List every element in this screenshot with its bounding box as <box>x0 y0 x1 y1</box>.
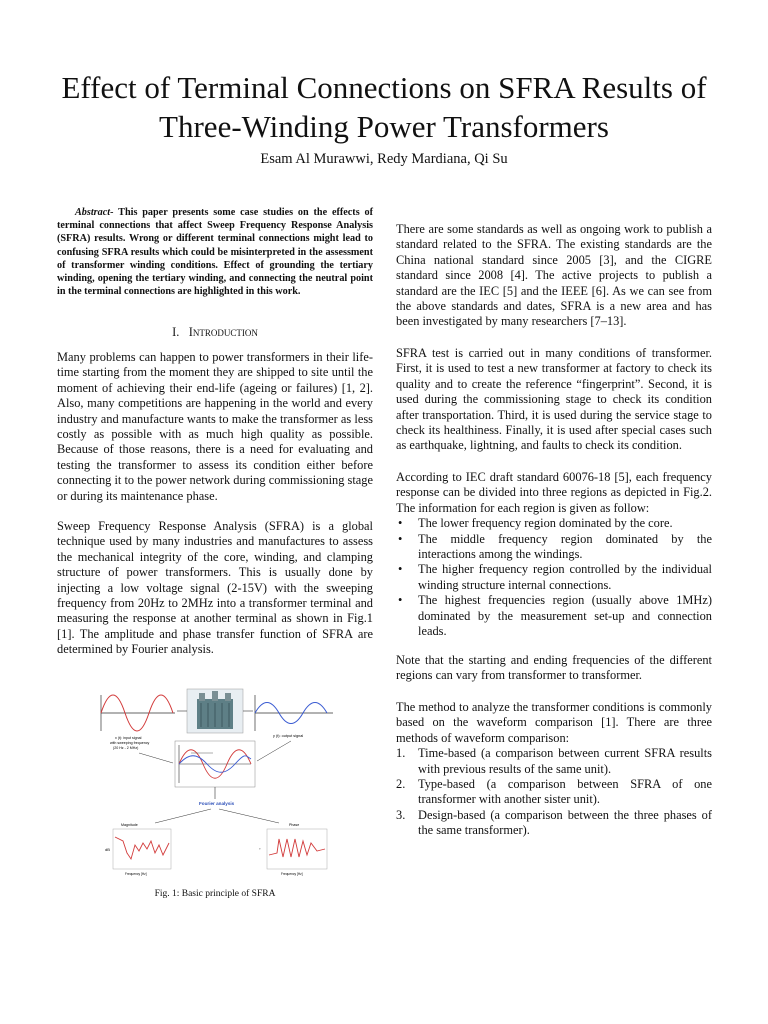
paragraph-text: Sweep Frequency Response Analysis (SFRA) is a global technique used by many industries and manufactures to assess the mechanical integrity of the core, winding, and clamping structure of power transformers. This is usually done by injecting a low voltage signal (2-15V) with the sweeping frequency from 20Hz to 2MHz into a transformer terminal and measuring the response at another terminal as shown in Fig.1 [1]. The amplitude and phase transfer function of SFRA are determined by Fourier analysis. <box>57 519 373 657</box>
paragraph-text: SFRA test is carried out in many conditions of transformer. First, it is used to test a new transformer at factory to check its quality and to create the reference “fingerprint”. Second, it is used during the commissioning stage to check its condition after transportation. Third, it is used during the service stage to check its healthiness. Finally, it is used after special cases such as earthquake, lightning, and faults to check its condition. <box>396 346 712 453</box>
combined-signal-plot <box>175 741 255 787</box>
output-signal-label: y (t): output signal <box>273 734 304 738</box>
methods-paragraph <box>396 700 712 839</box>
list-item <box>396 777 712 808</box>
paragraph-text: Note that the starting and ending frequencies of the different regions can vary from transformer to transformer. <box>396 653 712 683</box>
paragraph-text: According to IEC draft standard 60076-18 [5], each frequency response can be divided into three regions as depicted in Fig.2. The information for each region is given as follow: <box>396 470 712 515</box>
abstract <box>57 206 373 298</box>
sfra-principle-figure <box>95 683 340 878</box>
regions-paragraph <box>396 470 712 639</box>
paragraph-text: Many problems can happen to power transformers in their life-time starting from the moment they are shipped to site until the moment of achieving their end-life (ageing or failures) [1, 2]. Also, many competitions are happening in the world and every industry and manufacture wants to make the transformer as less costly as possible with as much high quality as possible. Because of those reasons, there is a need for evaluating and testing the transformer to assess its condition either before connecting it to the power network during commissioning stage or during its maintenance phase. <box>57 350 373 503</box>
magnitude-plot <box>105 823 171 876</box>
methods-list <box>396 746 712 838</box>
section-number: I. <box>172 325 180 339</box>
intro-paragraph-2 <box>57 519 373 658</box>
list-item <box>396 746 712 777</box>
list-text: Time-based (a comparison between current SFRA results with previous results of the same unit). <box>418 746 712 776</box>
input-signal-label: x (t): input signal <box>115 736 142 740</box>
list-item: • The lower frequency region dominated by the core. <box>396 516 712 531</box>
sfra-test-paragraph <box>396 346 712 454</box>
magnitude-axis-label: dB <box>105 847 110 852</box>
note-paragraph <box>396 653 712 684</box>
paragraph-text: There are some standards as well as ongoing work to publish a standard related to the SFRA. The existing standards are the China national standard since 2005 [3], and the CIGRE standard since 2008 [4]. The active projects to publish a standard are the IEC [5] and the IEEE [6]. As we can see from the above standards and dates, SFRA is a new area and has been investigated by many researchers [7–13]. <box>396 222 712 329</box>
list-text: Type-based (a comparison between SFRA of one transformer with another sister unit). <box>418 777 712 807</box>
abstract-label: Abstract- <box>75 207 114 218</box>
magnitude-x-label: Frequency [Hz] <box>125 872 147 876</box>
intro-paragraph-1 <box>57 350 373 504</box>
list-item: • The middle frequency region dominated by the interactions among the windings. <box>396 532 712 563</box>
phase-axis-label: ° <box>259 847 261 852</box>
input-range-label: (20 Hz - 2 MHz) <box>113 746 139 750</box>
paper-title <box>20 68 748 146</box>
phase-title: Phase <box>289 823 300 827</box>
phase-plot <box>259 823 327 876</box>
list-item: • The highest frequencies region (usually above 1MHz) dominated by the measurement set-up and connection leads. <box>396 593 712 639</box>
title-line-2: Three-Winding Power Transformers <box>159 109 609 144</box>
list-text: Design-based (a comparison between the three phases of the same transformer). <box>418 807 712 838</box>
standards-paragraph <box>396 222 712 330</box>
magnitude-title: Magnitude <box>121 823 138 827</box>
input-signal-plot <box>101 695 175 750</box>
section-heading-introduction <box>57 325 373 340</box>
phase-x-label: Frequency [Hz] <box>281 872 303 876</box>
list-item <box>396 808 712 839</box>
list-number: 1. <box>396 746 406 761</box>
abstract-text: This paper presents some case studies on the effects of terminal connections that affect Sweep Frequency Response Analysis (SFRA) results. Wrong or different terminal connections might lead to confusing SFRA results which could be misinterpreted in the assessment of transformer winding conditions. Effect of grounding the tertiary winding, opening the tertiary winding, and connecting the neutral point in the terminal connections are highlighted in this work. <box>57 207 373 298</box>
paragraph-text: The method to analyze the transformer conditions is commonly based on the waveform comparison [1]. There are three methods of waveform comparison: <box>396 700 712 745</box>
section-title: Introduction <box>188 325 258 339</box>
list-number: 3. <box>396 807 406 822</box>
input-sweep-label: with sweeping frequency <box>110 741 150 745</box>
title-line-1: Effect of Terminal Connections on SFRA Results of <box>61 70 707 105</box>
list-item: • The higher frequency region controlled by the individual winding structure internal connections. <box>396 562 712 593</box>
list-number: 2. <box>396 777 406 792</box>
author-list: Esam Al Murawwi, Redy Mardiana, Qi Su <box>260 151 508 167</box>
output-signal-plot <box>255 695 333 738</box>
transformer-picture <box>187 689 243 733</box>
figure-caption: Fig. 1: Basic principle of SFRA <box>154 889 276 899</box>
fourier-analysis-label: Fourier analysis <box>199 801 235 806</box>
regions-list <box>396 516 712 639</box>
